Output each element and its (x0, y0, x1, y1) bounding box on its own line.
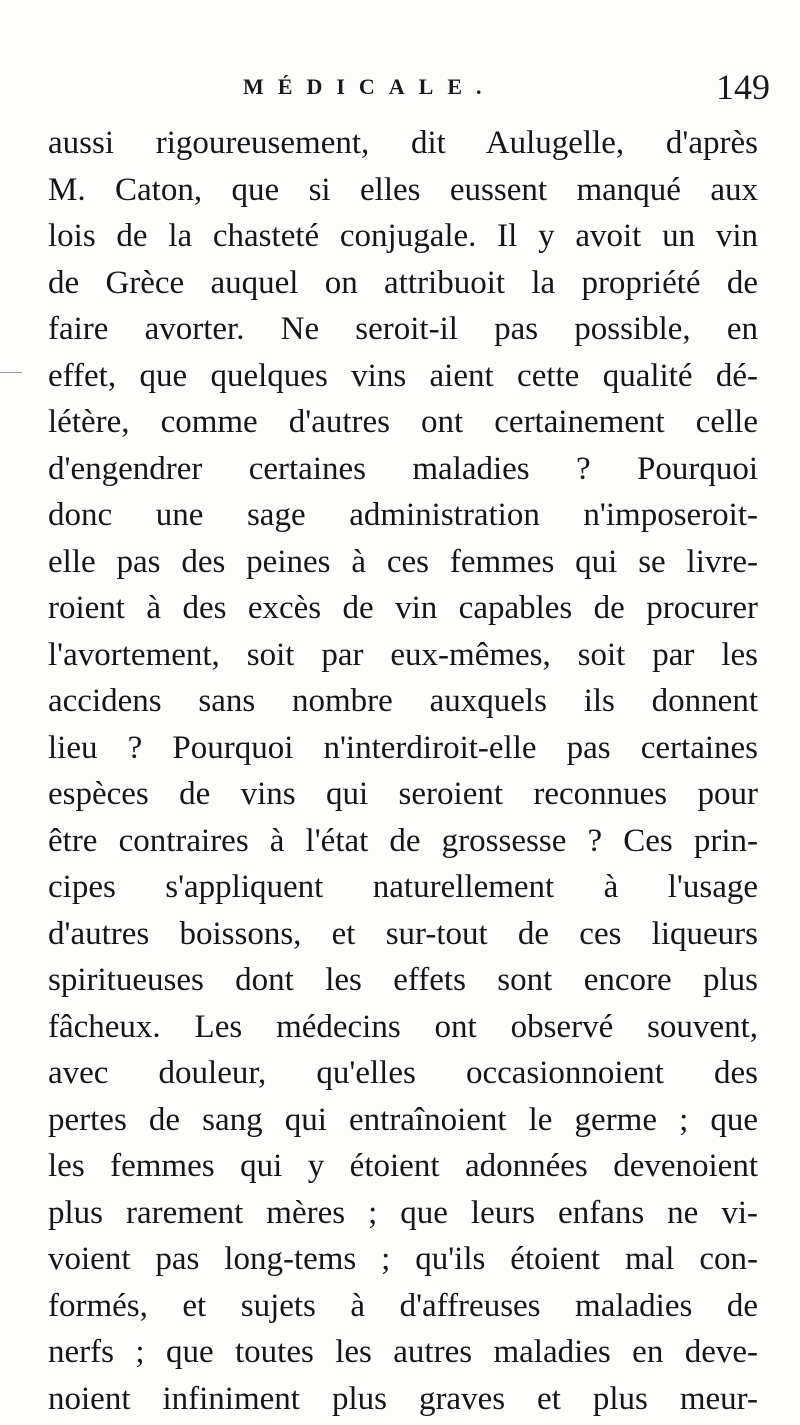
text-line: avec douleur, qu'elles occasionnoient des (48, 1055, 758, 1091)
text-line: lieu ? Pourquoi n'interdiroit-elle pas certaines (48, 729, 758, 766)
text-line: l'avortement, soit par eux-mêmes, soit par les (48, 636, 758, 673)
text-line: lois de la chasteté conjugale. Il y avoit un vin (48, 218, 758, 254)
text-line: elle pas des peines à ces femmes qui se livre- (48, 543, 758, 580)
page-number: 149 (716, 67, 770, 107)
margin-mark (0, 372, 22, 373)
text-line: d'autres boissons, et sur-tout de ces liqueurs (48, 915, 758, 952)
text-line: voient pas long-tems ; qu'ils étoient mal con- (48, 1241, 758, 1277)
text-line: aussi rigoureusement, dit Aulugelle, d'après (48, 125, 758, 161)
text-line: nerfs ; que toutes les autres maladies en deve- (48, 1334, 758, 1370)
text-line: fâcheux. Les médecins ont observé souvent, (48, 1008, 758, 1045)
text-line: les femmes qui y étoient adonnées devenoient (48, 1148, 758, 1184)
text-line: faire avorter. Ne seroit-il pas possible, en (48, 311, 758, 347)
text-line: cipes s'appliquent naturellement à l'usage (48, 869, 758, 905)
text-line: pertes de sang qui entraînoient le germe ; que (48, 1101, 758, 1138)
text-line: noient infiniment plus graves et plus meur- (48, 1380, 758, 1417)
text-line: plus rarement mères ; que leurs enfans ne vi- (48, 1194, 758, 1231)
text-line: accidens sans nombre auxquels ils donnent (48, 683, 758, 719)
running-title: MÉDICALE. (243, 74, 496, 99)
text-line: de Grèce auquel on attribuoit la propriété de (48, 264, 758, 301)
text-line: d'engendrer certaines maladies ? Pourquoi (48, 450, 758, 487)
text-line: formés, et sujets à d'affreuses maladies de (48, 1287, 758, 1324)
text-line: spiritueuses dont les effets sont encore plus (48, 962, 758, 998)
text-line: espèces de vins qui seroient reconnues pour (48, 776, 758, 812)
text-line: létère, comme d'autres ont certainement celle (48, 404, 758, 440)
text-line: roient à des excès de vin capables de procurer (48, 590, 758, 626)
text-line: donc une sage administration n'imposeroit- (48, 497, 758, 533)
body-text (48, 120, 758, 1422)
text-line: être contraires à l'état de grossesse ? Ces prin- (48, 822, 758, 859)
text-line: effet, que quelques vins aient cette qualité dé- (48, 357, 758, 394)
text-line: M. Caton, que si elles eussent manqué aux (48, 171, 758, 208)
running-head (0, 67, 800, 110)
